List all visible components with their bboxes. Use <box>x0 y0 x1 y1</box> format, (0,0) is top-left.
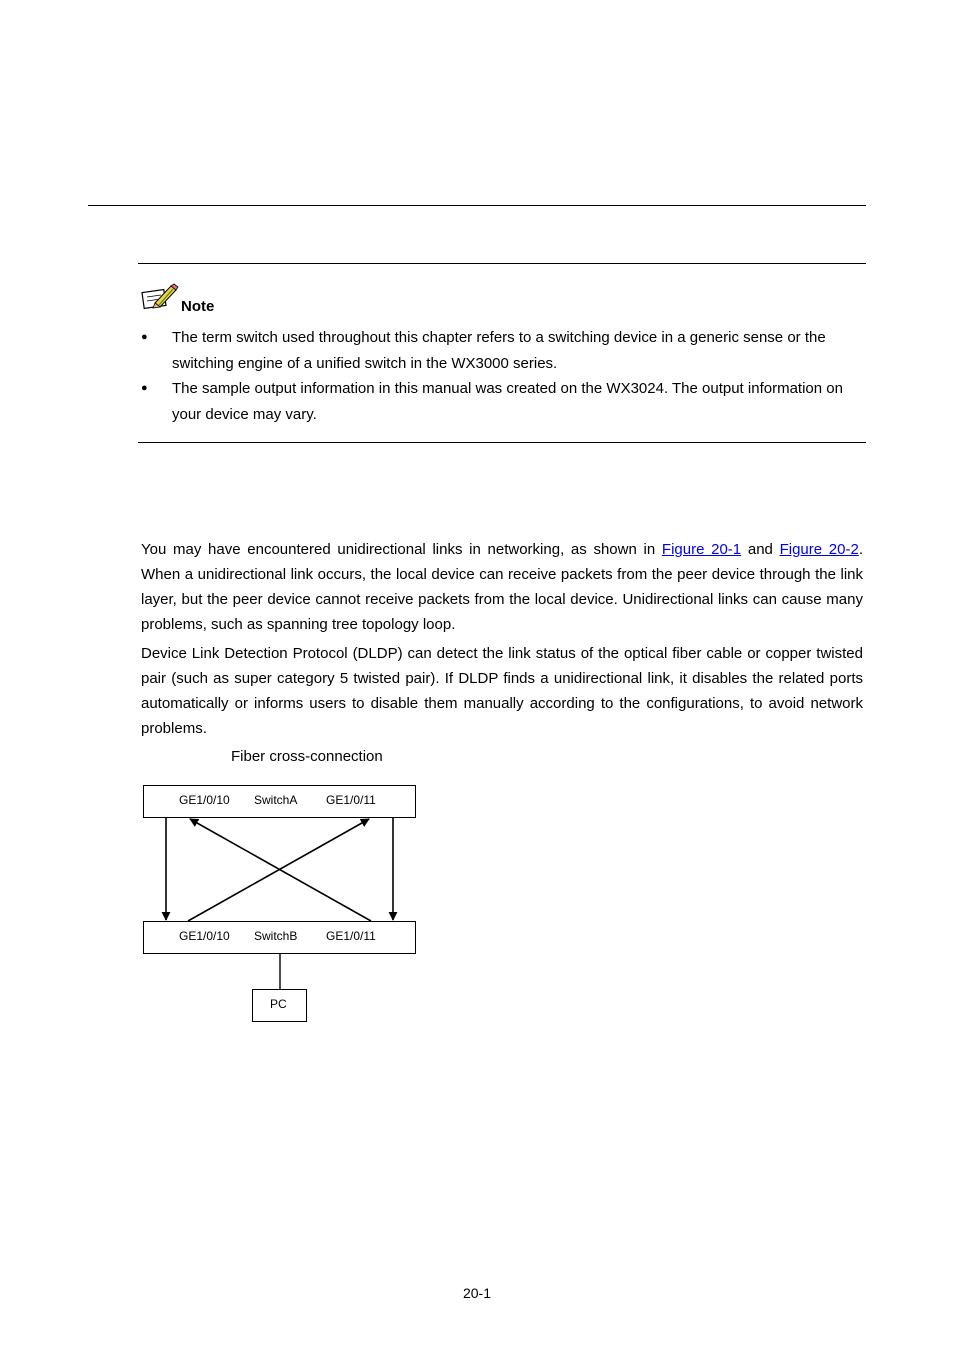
switch-a-port-left: GE1/0/10 <box>179 793 230 807</box>
figure-20-1-link[interactable]: Figure 20-1 <box>661 541 742 558</box>
switch-b-name: SwitchB <box>254 929 298 943</box>
switch-b-port-right: GE1/0/11 <box>326 929 376 943</box>
switch-a-port-right: GE1/0/11 <box>326 793 376 807</box>
switch-b-port-left: GE1/0/10 <box>179 929 230 943</box>
pc-label: PC <box>270 997 287 1011</box>
intro-paragraph: You may have encountered unidirectional links in networking, as shown in Figure 20-1 and Figure 20-2. When a unidirectional link occurs, the local device can receive packets from the peer device through the link layer, but the peer device cannot receive packets from the local device. Unidirectional links can cause many problems, such as spanning tree topology loop. <box>141 541 863 633</box>
link-b11-to-a10 <box>190 819 371 921</box>
bullet-icon: ● <box>141 331 148 343</box>
note-title: Note <box>181 298 215 315</box>
link-b10-to-a11 <box>188 819 369 921</box>
bullet-icon: ● <box>141 382 148 394</box>
page-number: 20-1 <box>462 1285 492 1301</box>
figure-caption: Fiber cross-connection <box>231 748 383 765</box>
figure-20-2-link[interactable]: Figure 20-2 <box>779 541 859 558</box>
note-item: ● The sample output information in this manual was created on the WX3024. The output information on your device may vary. <box>138 376 865 427</box>
note-item: ● The term switch used throughout this chapter refers to a switching device in a generic sense or the switching engine of a unified switch in the WX3000 series. <box>138 325 865 376</box>
switch-a-name: SwitchA <box>254 793 298 807</box>
dldp-paragraph: Device Link Detection Protocol (DLDP) can detect the link status of the optical fiber cable or copper twisted pair (such as super category 5 twisted pair). If DLDP finds a unidirectional link, it disables the related ports automatically or informs users to disable them manually according to the configurations, to avoid network problems. <box>141 645 863 737</box>
